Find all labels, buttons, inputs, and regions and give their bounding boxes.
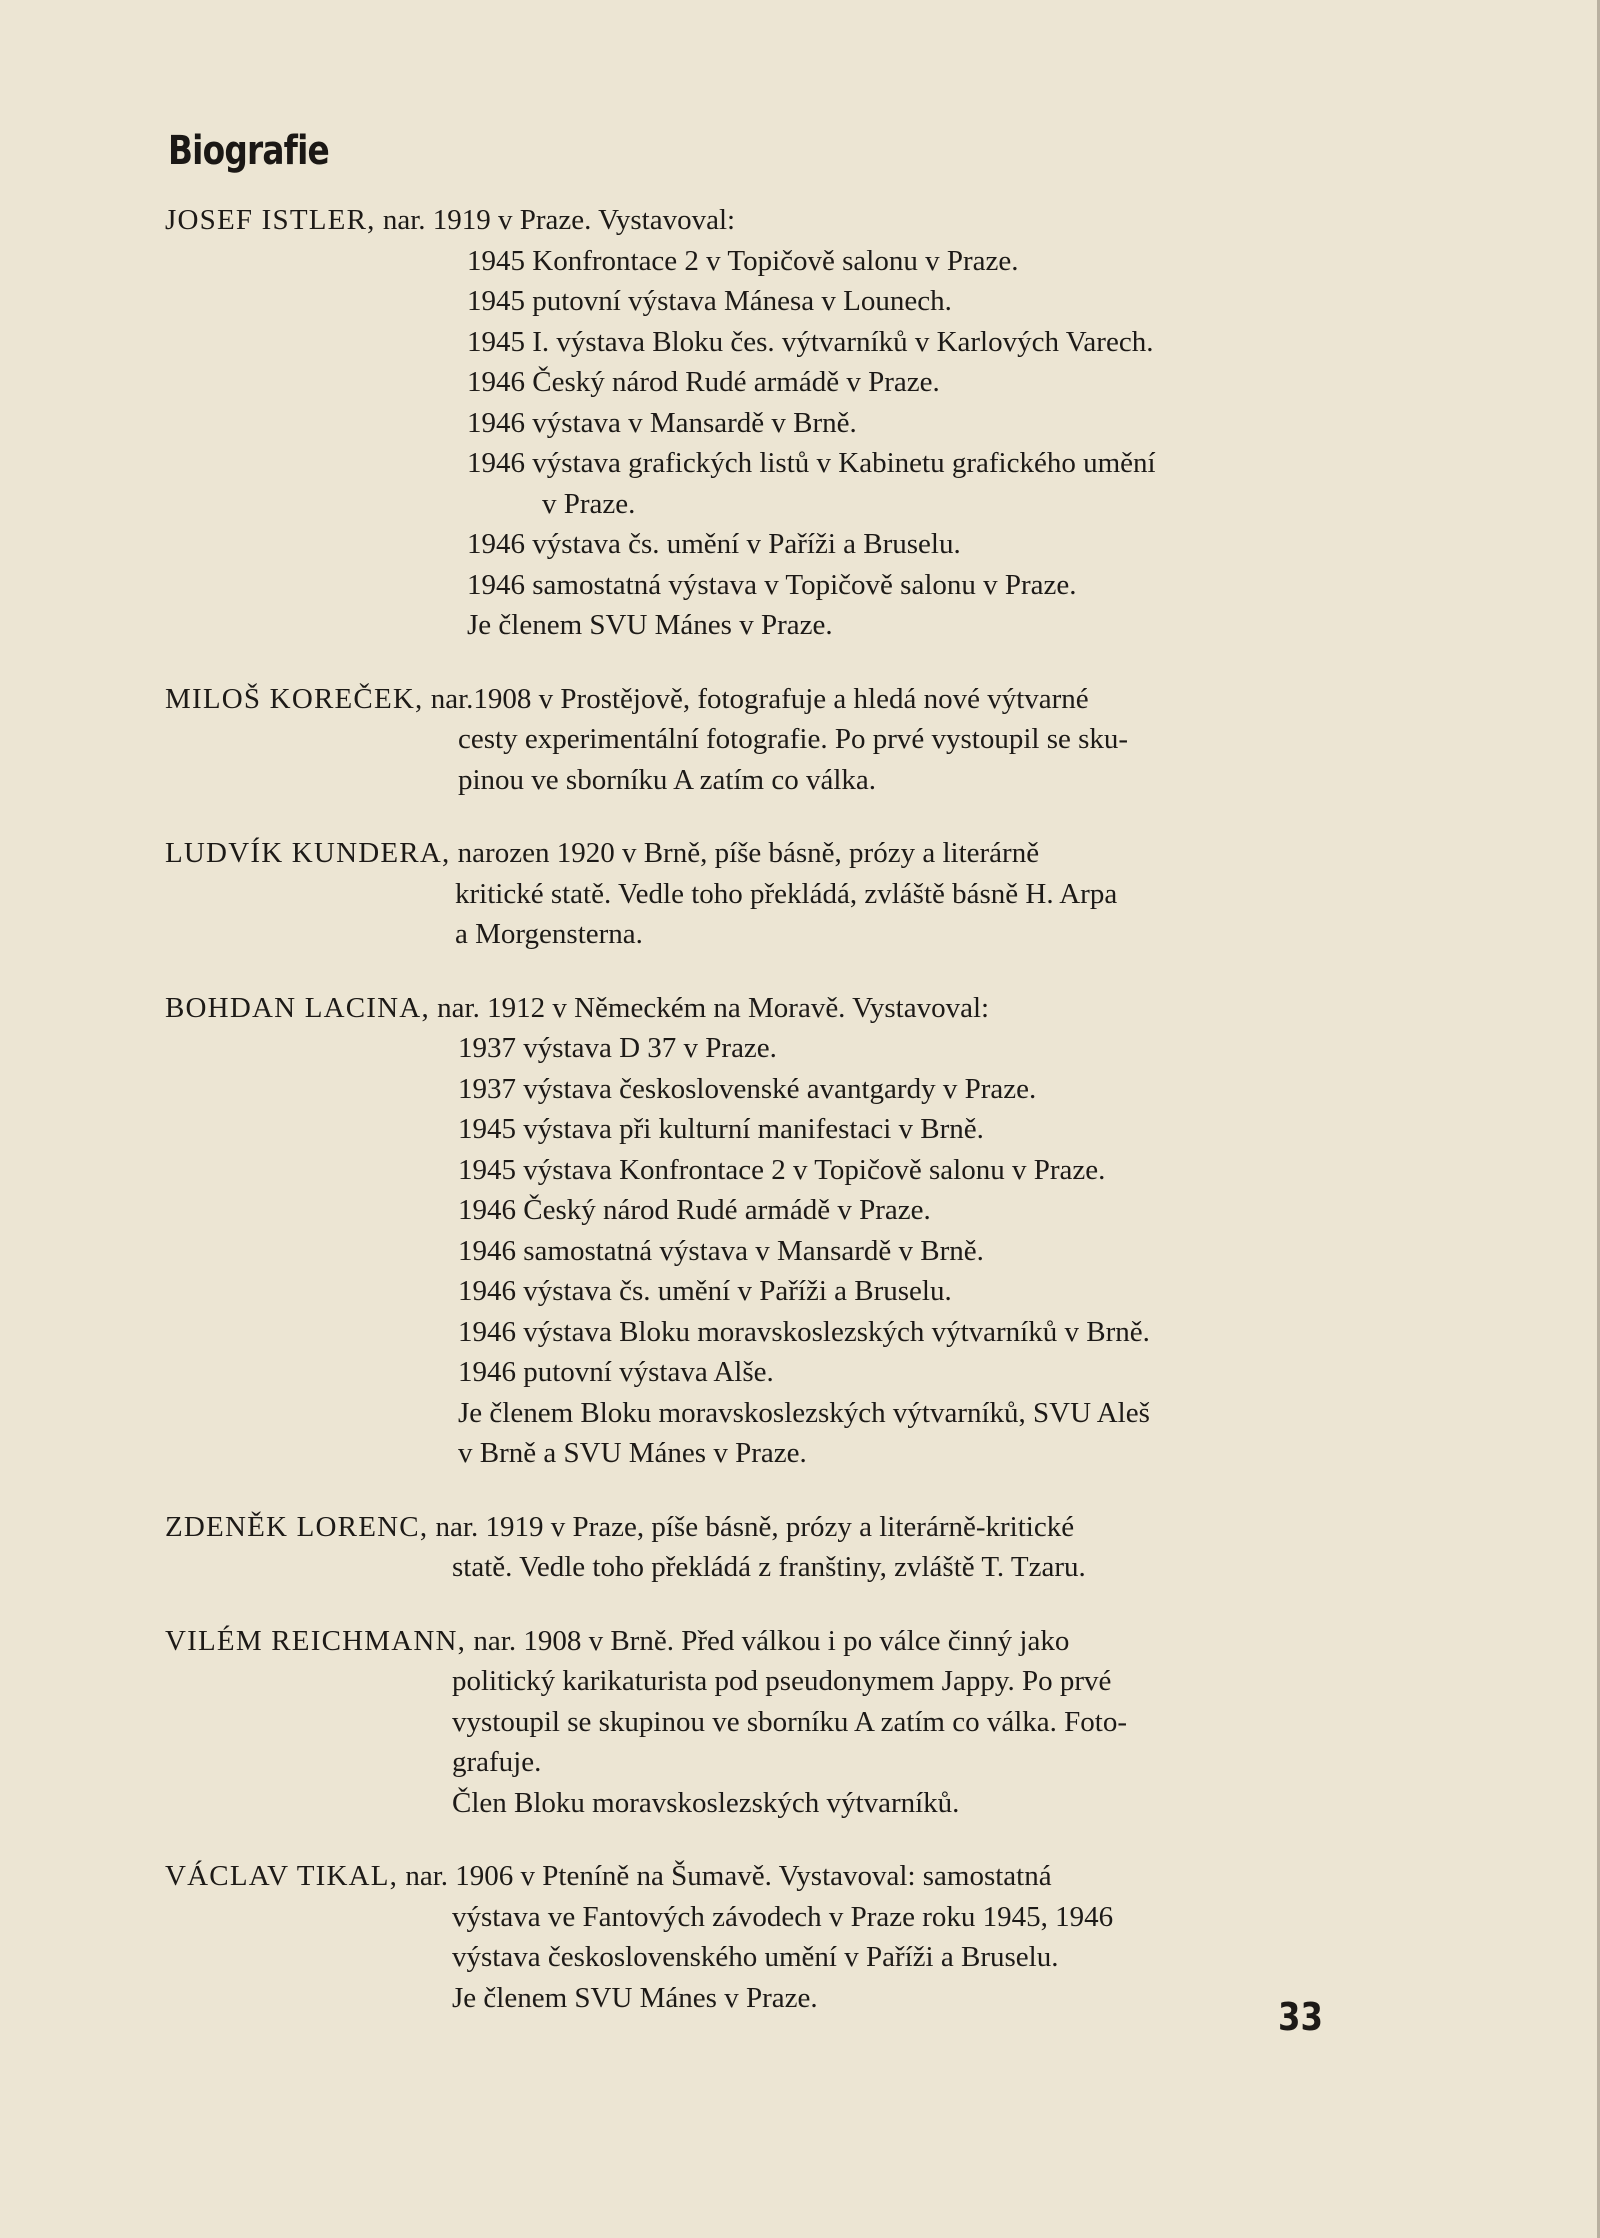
- biography-entry: [165, 1621, 1355, 1824]
- entry-line: v Brně a SVU Mánes v Praze.: [458, 1437, 807, 1469]
- entry-intro: nar. 1919 v Praze. Vystavoval:: [375, 204, 736, 236]
- page-number: 33: [1278, 1995, 1323, 2039]
- entry-line: 1937 výstava československé avantgardy v Praze.: [458, 1072, 1037, 1105]
- entry-intro: nar.1908 v Prostějově, fotografuje a hledá nové výtvarné: [423, 682, 1089, 715]
- person-name: MILOŠ KOREČEK,: [165, 682, 424, 715]
- entry-line: statě. Vedle toho překládá z franštiny, zvláště T. Tzaru.: [452, 1551, 1086, 1583]
- entry-intro: nar. 1919 v Praze, píše básně, prózy a literárně-kritické: [428, 1510, 1075, 1543]
- entry-line: Je členem SVU Mánes v Praze.: [452, 1981, 818, 2014]
- entry-line: 1937 výstava D 37 v Praze.: [458, 1032, 777, 1064]
- person-name: JOSEF ISTLER,: [165, 204, 376, 236]
- entry-heading-line: [165, 833, 1355, 874]
- entry-heading-line: [165, 988, 1355, 1029]
- biography-entry: [165, 1856, 1355, 2018]
- person-name: ZDENĚK LORENC,: [165, 1510, 429, 1543]
- entry-line: pinou ve sborníku A zatím co válka.: [458, 763, 877, 796]
- person-name: VILÉM REICHMANN,: [165, 1624, 467, 1657]
- biography-entry: [165, 679, 1355, 801]
- entry-line: 1945 výstava při kulturní manifestaci v Brně.: [458, 1113, 984, 1145]
- entry-heading-line: [165, 1621, 1355, 1662]
- entry-line: 1945 výstava Konfrontace 2 v Topičově salonu v Praze.: [458, 1153, 1106, 1186]
- entry-line: kritické statě. Vedle toho překládá, zvláště básně H. Arpa: [455, 877, 1118, 910]
- biography-entry: [165, 1507, 1355, 1588]
- biography-entry: [165, 200, 1355, 646]
- person-name: LUDVÍK KUNDERA,: [165, 837, 451, 869]
- entry-line: 1946 putovní výstava Alše.: [458, 1356, 774, 1388]
- entry-line: Člen Bloku moravskoslezských výtvarníků.: [452, 1786, 960, 1819]
- entry-heading-line: [165, 200, 1355, 241]
- entry-intro: narozen 1920 v Brně, píše básně, prózy a literárně: [450, 837, 1040, 869]
- entry-line: 1946 Český národ Rudé armádě v Praze.: [458, 1194, 931, 1226]
- entry-heading-line: [165, 1507, 1355, 1548]
- entry-line: Je členem Bloku moravskoslezských výtvarníků, SVU Aleš: [458, 1396, 1150, 1429]
- entry-heading-line: [165, 1856, 1355, 1897]
- entry-intro: nar. 1912 v Německém na Moravě. Vystavoval:: [429, 991, 990, 1024]
- entry-line: 1945 I. výstava Bloku čes. výtvarníků v Karlových Varech.: [467, 325, 1154, 358]
- entry-line: v Praze.: [542, 487, 636, 520]
- entry-line: cesty experimentální fotografie. Po prvé vystoupil se sku-: [458, 723, 1129, 755]
- entry-line: výstava ve Fantových závodech v Praze roku 1945, 1946: [452, 1900, 1114, 1933]
- entry-line: a Morgensterna.: [455, 918, 643, 950]
- page-title: Biografie: [168, 128, 329, 174]
- entry-line: 1946 výstava čs. umění v Paříži a Bruselu.: [467, 528, 961, 560]
- entry-line: grafuje.: [452, 1746, 542, 1778]
- entry-line: 1946 samostatná výstava v Topičově salonu v Praze.: [467, 568, 1077, 601]
- biography-list: [165, 200, 1355, 2051]
- entry-line: 1946 Český národ Rudé armádě v Praze.: [467, 366, 940, 398]
- entry-line: politický karikaturista pod pseudonymem Jappy. Po prvé: [452, 1665, 1112, 1697]
- entry-line: 1946 výstava Bloku moravskoslezských výtvarníků v Brně.: [458, 1315, 1150, 1348]
- entry-intro: nar. 1908 v Brně. Před válkou i po válce činný jako: [466, 1624, 1070, 1657]
- entry-line: Je členem SVU Mánes v Praze.: [467, 609, 833, 641]
- entry-line: 1945 putovní výstava Mánesa v Lounech.: [467, 285, 952, 317]
- biography-entry: [165, 988, 1355, 1474]
- entry-intro: nar. 1906 v Pteníně na Šumavě. Vystavoval: samostatná: [398, 1860, 1052, 1892]
- entry-line: výstava československého umění v Paříži a Bruselu.: [452, 1941, 1059, 1973]
- entry-line: 1946 výstava v Mansardě v Brně.: [467, 406, 857, 439]
- person-name: BOHDAN LACINA,: [165, 991, 430, 1024]
- entry-line: 1945 Konfrontace 2 v Topičově salonu v Praze.: [467, 244, 1019, 277]
- entry-line: 1946 samostatná výstava v Mansardě v Brně.: [458, 1234, 984, 1267]
- entry-line: vystoupil se skupinou ve sborníku A zatím co válka. Foto-: [452, 1705, 1128, 1738]
- person-name: VÁCLAV TIKAL,: [165, 1860, 399, 1892]
- entry-line: 1946 výstava grafických listů v Kabinetu grafického umění: [467, 447, 1156, 479]
- entry-line: 1946 výstava čs. umění v Paříži a Bruselu.: [458, 1275, 952, 1307]
- entry-heading-line: [165, 679, 1355, 720]
- biography-entry: [165, 833, 1355, 955]
